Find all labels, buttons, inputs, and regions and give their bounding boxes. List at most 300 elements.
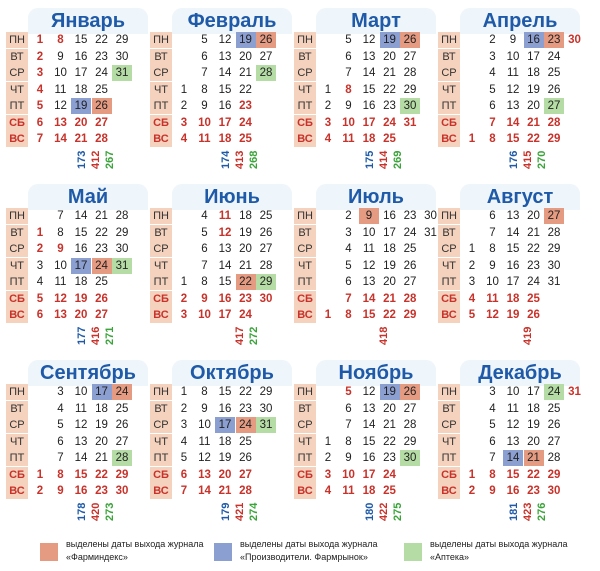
day-cell: 20 xyxy=(239,50,252,63)
day-cell: 3 xyxy=(180,309,188,321)
weekday-label: ПН xyxy=(294,32,316,48)
day-cell: 20 xyxy=(95,435,108,448)
weekday-label: СР xyxy=(6,417,28,433)
day-cell: 30 xyxy=(400,450,420,466)
issue-numbers xyxy=(76,487,120,521)
day-cell: 4 xyxy=(36,83,44,96)
day-cell: 2 xyxy=(345,210,352,222)
day-cell: 11 xyxy=(54,276,67,288)
day-cell: 22 xyxy=(383,83,396,96)
weekday-label: ПН xyxy=(6,208,28,224)
day-cell: 24 xyxy=(236,417,256,433)
day-cell: 11 xyxy=(507,402,519,415)
day-cell: 6 xyxy=(345,402,352,415)
weekday-label: ПТ xyxy=(150,274,172,290)
day-cell: 20 xyxy=(383,402,396,415)
month-9 xyxy=(6,354,152,526)
day-cell: 15 xyxy=(218,386,232,398)
issue-number: 415 xyxy=(522,150,534,169)
day-cell: 19 xyxy=(218,452,232,464)
day-cell: 5 xyxy=(345,259,352,272)
weekday-label: СБ xyxy=(438,115,460,131)
weekday-label: СБ xyxy=(294,115,316,131)
day-cell: 10 xyxy=(54,259,67,272)
day-cell: 21 xyxy=(95,452,108,464)
day-cell: 11 xyxy=(342,485,355,497)
weekday-label: ПТ xyxy=(294,98,316,114)
weekday-label: ПН xyxy=(150,208,172,224)
weekday-label: ЧТ xyxy=(294,434,316,450)
day-cell: 25 xyxy=(95,83,108,96)
day-cell: 25 xyxy=(547,402,561,415)
day-cell: 15 xyxy=(506,133,520,145)
weekday-label: ВС xyxy=(6,483,28,499)
day-cell: 15 xyxy=(218,276,232,288)
day-cell: 5 xyxy=(36,100,44,112)
day-cell: 25 xyxy=(239,435,252,448)
day-cell: 4 xyxy=(345,243,352,255)
day-cell: 7 xyxy=(489,116,496,129)
weekday-label: ВС xyxy=(150,483,172,499)
day-cell: 31 xyxy=(112,65,132,81)
day-cell: 9 xyxy=(509,34,517,46)
day-cell: 7 xyxy=(345,292,352,305)
legend xyxy=(0,532,600,571)
day-cell: 1 xyxy=(468,133,476,145)
day-cell: 29 xyxy=(115,34,129,46)
day-cell: 3 xyxy=(36,259,44,272)
day-cell: 13 xyxy=(54,116,67,129)
issue-number: 178 xyxy=(76,502,88,521)
weekday-label: ЧТ xyxy=(6,82,28,98)
weekday-label: ПТ xyxy=(438,274,460,290)
day-cell: 1 xyxy=(324,309,332,321)
weekday-label: ПН xyxy=(294,384,316,400)
day-cell: 3 xyxy=(324,116,332,129)
day-cell: 6 xyxy=(345,276,352,288)
weekday-label: ПН xyxy=(438,384,460,400)
issue-number: 420 xyxy=(90,502,102,521)
day-cell: 24 xyxy=(239,309,252,321)
day-cell: 23 xyxy=(383,452,396,464)
day-cell: 7 xyxy=(201,67,208,79)
day-cell: 30 xyxy=(424,210,437,222)
day-cell: 19 xyxy=(383,259,396,272)
weekday-label: ПТ xyxy=(6,274,28,290)
day-cell: 16 xyxy=(218,292,232,305)
weekday-label: ВС xyxy=(438,131,460,147)
legend-text: выделены даты выхода журнала «Аптека» xyxy=(430,539,568,562)
day-cell: 8 xyxy=(345,309,352,321)
weekday-label: СР xyxy=(150,241,172,257)
day-cell: 26 xyxy=(527,309,540,321)
day-cell: 8 xyxy=(345,83,352,96)
day-cell: 16 xyxy=(218,402,232,415)
day-cell: 6 xyxy=(489,100,496,112)
day-cell: 19 xyxy=(527,83,540,96)
day-cell: 26 xyxy=(547,419,561,431)
day-cell: 17 xyxy=(362,116,376,129)
day-cell: 3 xyxy=(489,50,496,63)
day-cell: 30 xyxy=(259,402,273,415)
weekday-label: ВС xyxy=(6,307,28,323)
day-cell: 8 xyxy=(57,34,64,46)
day-cell: 18 xyxy=(527,402,540,415)
issue-numbers xyxy=(220,487,264,521)
day-cell: 22 xyxy=(383,435,396,448)
weekday-label: ВТ xyxy=(438,225,460,241)
day-cell: 7 xyxy=(36,133,44,145)
day-cell: 8 xyxy=(489,468,496,481)
day-cell: 29 xyxy=(403,435,417,448)
day-cell: 1 xyxy=(180,386,188,398)
day-cell: 22 xyxy=(527,468,540,481)
day-cell: 26 xyxy=(115,419,129,431)
day-cell: 18 xyxy=(362,133,376,145)
weekday-label: СБ xyxy=(294,467,316,483)
day-cell: 23 xyxy=(95,243,108,255)
issue-numbers xyxy=(508,135,552,169)
day-cell: 30 xyxy=(400,98,420,114)
day-cell: 10 xyxy=(486,276,499,288)
day-cell: 25 xyxy=(547,67,561,79)
month-title: Апрель xyxy=(460,8,580,34)
day-cell: 7 xyxy=(489,226,496,239)
weekday-label: СР xyxy=(294,417,316,433)
day-cell: 15 xyxy=(218,83,232,96)
day-cell: 25 xyxy=(383,133,396,145)
day-cell: 9 xyxy=(57,485,64,497)
day-cell: 31 xyxy=(424,226,437,239)
day-cell: 2 xyxy=(36,50,44,63)
day-cell: 19 xyxy=(95,419,108,431)
issue-number: 418 xyxy=(378,326,390,345)
month-6 xyxy=(150,178,296,350)
day-cell: 11 xyxy=(507,67,519,79)
day-cell: 30 xyxy=(115,243,129,255)
day-cell: 12 xyxy=(486,309,499,321)
day-cell: 11 xyxy=(486,292,499,305)
day-cell: 28 xyxy=(256,65,276,81)
day-cell: 10 xyxy=(74,386,88,398)
day-cell: 11 xyxy=(342,133,355,145)
day-cell: 27 xyxy=(403,402,417,415)
day-cell: 22 xyxy=(95,34,108,46)
day-cell: 10 xyxy=(342,116,355,129)
day-cell: 23 xyxy=(544,32,564,48)
day-cell: 17 xyxy=(218,116,232,129)
day-cell: 9 xyxy=(201,402,208,415)
day-cell: 25 xyxy=(527,292,540,305)
day-cell: 27 xyxy=(544,208,564,224)
issue-number: 175 xyxy=(364,150,376,169)
day-cell: 2 xyxy=(324,100,332,112)
day-cell: 3 xyxy=(324,468,332,481)
day-cell: 29 xyxy=(115,468,129,481)
day-cell: 16 xyxy=(524,32,544,48)
month-title: Сентябрь xyxy=(28,360,148,386)
weekday-label: СБ xyxy=(294,291,316,307)
day-cell: 5 xyxy=(201,226,208,239)
day-cell: 6 xyxy=(345,50,352,63)
day-cell: 21 xyxy=(95,210,108,222)
day-cell: 28 xyxy=(112,450,132,466)
day-cell: 14 xyxy=(54,133,67,145)
weekday-label: ПТ xyxy=(438,450,460,466)
issue-number: 179 xyxy=(220,502,232,521)
day-cell: 10 xyxy=(506,50,520,63)
day-cell: 14 xyxy=(362,67,376,79)
day-cell: 5 xyxy=(468,309,476,321)
day-cell: 23 xyxy=(95,485,108,497)
day-cell: 24 xyxy=(112,384,132,400)
month-2 xyxy=(150,2,296,174)
day-cell: 6 xyxy=(489,435,496,448)
issue-numbers xyxy=(76,311,120,345)
weekday-label: СР xyxy=(150,65,172,81)
day-cell: 20 xyxy=(239,243,252,255)
day-cell: 12 xyxy=(218,226,232,239)
weekday-label: СБ xyxy=(6,291,28,307)
issue-numbers xyxy=(508,311,552,345)
day-cell: 16 xyxy=(506,485,520,497)
day-cell: 14 xyxy=(362,419,376,431)
day-cell: 30 xyxy=(547,259,561,272)
weekday-label: ЧТ xyxy=(438,258,460,274)
day-cell: 14 xyxy=(218,259,232,272)
day-cell: 3 xyxy=(180,116,188,129)
weekday-label: СР xyxy=(6,241,28,257)
weekday-label: ВС xyxy=(150,131,172,147)
day-cell: 4 xyxy=(324,133,332,145)
day-cell: 16 xyxy=(218,100,232,112)
day-cell: 13 xyxy=(506,435,520,448)
day-cell: 15 xyxy=(74,34,88,46)
day-cell: 25 xyxy=(95,276,108,288)
month-11 xyxy=(294,354,440,526)
weekday-label: ВТ xyxy=(150,225,172,241)
day-cell: 20 xyxy=(74,116,88,129)
day-cell: 2 xyxy=(324,452,332,464)
day-cell: 9 xyxy=(57,50,64,63)
day-cell: 31 xyxy=(568,386,581,398)
weekday-label: ПТ xyxy=(150,450,172,466)
day-cell: 11 xyxy=(54,83,67,96)
weekday-label: ЧТ xyxy=(6,434,28,450)
day-cell: 24 xyxy=(383,468,396,481)
issue-number: 274 xyxy=(248,502,260,521)
month-title: Март xyxy=(316,8,436,34)
weekday-label: ВТ xyxy=(6,225,28,241)
issue-number: 270 xyxy=(536,150,548,169)
weekday-label: ПН xyxy=(6,32,28,48)
day-cell: 22 xyxy=(239,83,252,96)
day-cell: 26 xyxy=(239,452,252,464)
day-cell: 22 xyxy=(236,274,256,290)
day-cell: 24 xyxy=(239,116,252,129)
day-cell: 13 xyxy=(506,210,520,222)
day-cell: 16 xyxy=(383,210,396,222)
issue-number: 181 xyxy=(508,502,520,521)
day-cell: 21 xyxy=(383,67,396,79)
day-cell: 13 xyxy=(506,100,520,112)
day-cell: 11 xyxy=(75,402,87,415)
day-cell: 30 xyxy=(115,485,129,497)
day-cell: 5 xyxy=(345,34,352,46)
day-cell: 21 xyxy=(524,450,544,466)
issue-number: 413 xyxy=(234,150,246,169)
day-cell: 10 xyxy=(506,386,520,398)
issue-number: 180 xyxy=(364,502,376,521)
day-cell: 26 xyxy=(403,259,417,272)
day-cell: 28 xyxy=(259,259,273,272)
day-cell: 26 xyxy=(547,83,561,96)
day-cell: 28 xyxy=(547,226,561,239)
day-cell: 7 xyxy=(57,452,64,464)
day-cell: 31 xyxy=(112,258,132,274)
weekday-label: ВТ xyxy=(150,401,172,417)
day-cell: 2 xyxy=(180,292,188,305)
weekday-label: СР xyxy=(150,417,172,433)
day-cell: 13 xyxy=(54,309,67,321)
day-cell: 27 xyxy=(547,435,561,448)
day-cell: 22 xyxy=(95,468,108,481)
weekday-label: ЧТ xyxy=(150,434,172,450)
day-cell: 18 xyxy=(239,210,252,222)
issue-number: 173 xyxy=(76,150,88,169)
day-cell: 17 xyxy=(527,386,540,398)
day-cell: 21 xyxy=(527,116,540,129)
weekday-label: СБ xyxy=(438,467,460,483)
day-cell: 27 xyxy=(95,116,108,129)
day-cell: 18 xyxy=(74,276,88,288)
weekday-label: ВС xyxy=(6,131,28,147)
day-cell: 19 xyxy=(74,292,88,305)
day-cell: 21 xyxy=(383,419,396,431)
weekday-label: ЧТ xyxy=(294,258,316,274)
weekday-label: ВТ xyxy=(6,401,28,417)
day-cell: 28 xyxy=(403,67,417,79)
issue-numbers xyxy=(220,135,264,169)
day-cell: 17 xyxy=(362,468,376,481)
day-cell: 23 xyxy=(527,485,540,497)
day-cell: 7 xyxy=(345,419,352,431)
weekday-label: ПТ xyxy=(438,98,460,114)
issue-number: 419 xyxy=(522,326,534,345)
month-12 xyxy=(438,354,584,526)
issue-numbers xyxy=(364,135,408,169)
issue-number: 421 xyxy=(234,502,246,521)
day-cell: 24 xyxy=(544,384,564,400)
day-cell: 27 xyxy=(259,243,273,255)
weekday-label: ВС xyxy=(438,307,460,323)
day-cell: 7 xyxy=(180,485,188,497)
day-cell: 14 xyxy=(503,450,523,466)
day-cell: 10 xyxy=(198,419,211,431)
issue-number: 268 xyxy=(248,150,260,169)
day-cell: 2 xyxy=(468,485,476,497)
issue-number: 177 xyxy=(76,326,88,345)
month-5 xyxy=(6,178,152,350)
issue-number: 174 xyxy=(220,150,232,169)
issue-number: 423 xyxy=(522,502,534,521)
day-cell: 2 xyxy=(180,402,188,415)
day-cell: 31 xyxy=(256,417,276,433)
day-cell: 13 xyxy=(218,50,232,63)
day-cell: 25 xyxy=(239,133,252,145)
day-cell: 23 xyxy=(403,210,417,222)
day-cell: 3 xyxy=(57,386,64,398)
day-cell: 17 xyxy=(383,226,396,239)
day-cell: 7 xyxy=(57,210,64,222)
day-cell: 30 xyxy=(547,485,561,497)
day-cell: 16 xyxy=(362,100,376,112)
day-cell: 15 xyxy=(506,468,520,481)
day-cell: 15 xyxy=(362,83,376,96)
day-cell: 16 xyxy=(362,452,376,464)
day-cell: 12 xyxy=(54,292,67,305)
day-cell: 8 xyxy=(57,226,64,239)
day-cell: 17 xyxy=(92,384,112,400)
day-cell: 15 xyxy=(74,468,88,481)
day-cell: 1 xyxy=(180,276,188,288)
issue-numbers xyxy=(364,311,408,345)
day-cell: 3 xyxy=(180,419,188,431)
day-cell: 7 xyxy=(201,259,208,272)
day-cell: 12 xyxy=(198,452,211,464)
day-cell: 19 xyxy=(506,309,520,321)
issue-number: 416 xyxy=(90,326,102,345)
day-cell: 10 xyxy=(54,67,67,79)
day-cell: 1 xyxy=(36,226,44,239)
weekday-label: ЧТ xyxy=(294,82,316,98)
day-cell: 23 xyxy=(383,100,396,112)
day-cell: 24 xyxy=(527,276,540,288)
issue-numbers xyxy=(364,487,408,521)
weekday-label: СБ xyxy=(150,291,172,307)
day-cell: 14 xyxy=(198,485,211,497)
day-cell: 20 xyxy=(74,309,88,321)
day-cell: 13 xyxy=(362,50,376,63)
day-cell: 3 xyxy=(345,226,352,239)
weekday-label: СР xyxy=(294,241,316,257)
day-cell: 5 xyxy=(345,386,352,398)
day-cell: 24 xyxy=(403,226,417,239)
day-cell: 8 xyxy=(345,435,352,448)
day-cell: 28 xyxy=(95,133,108,145)
month-10 xyxy=(150,354,296,526)
day-cell: 29 xyxy=(403,83,417,96)
weekday-label: ВС xyxy=(150,307,172,323)
month-title: Май xyxy=(28,184,148,210)
day-cell: 18 xyxy=(506,292,520,305)
month-title: Октябрь xyxy=(172,360,292,386)
issue-numbers xyxy=(220,311,264,345)
day-cell: 12 xyxy=(218,34,232,46)
weekday-label: ЧТ xyxy=(438,82,460,98)
day-cell: 23 xyxy=(527,259,540,272)
day-cell: 18 xyxy=(362,485,376,497)
day-cell: 27 xyxy=(239,468,252,481)
day-cell: 17 xyxy=(74,67,88,79)
month-title: Февраль xyxy=(172,8,292,34)
month-3 xyxy=(294,2,440,174)
day-cell: 7 xyxy=(489,452,496,464)
issue-number: 276 xyxy=(536,502,548,521)
month-title: Июнь xyxy=(172,184,292,210)
weekday-label: СР xyxy=(438,241,460,257)
month-title: Июль xyxy=(316,184,436,210)
